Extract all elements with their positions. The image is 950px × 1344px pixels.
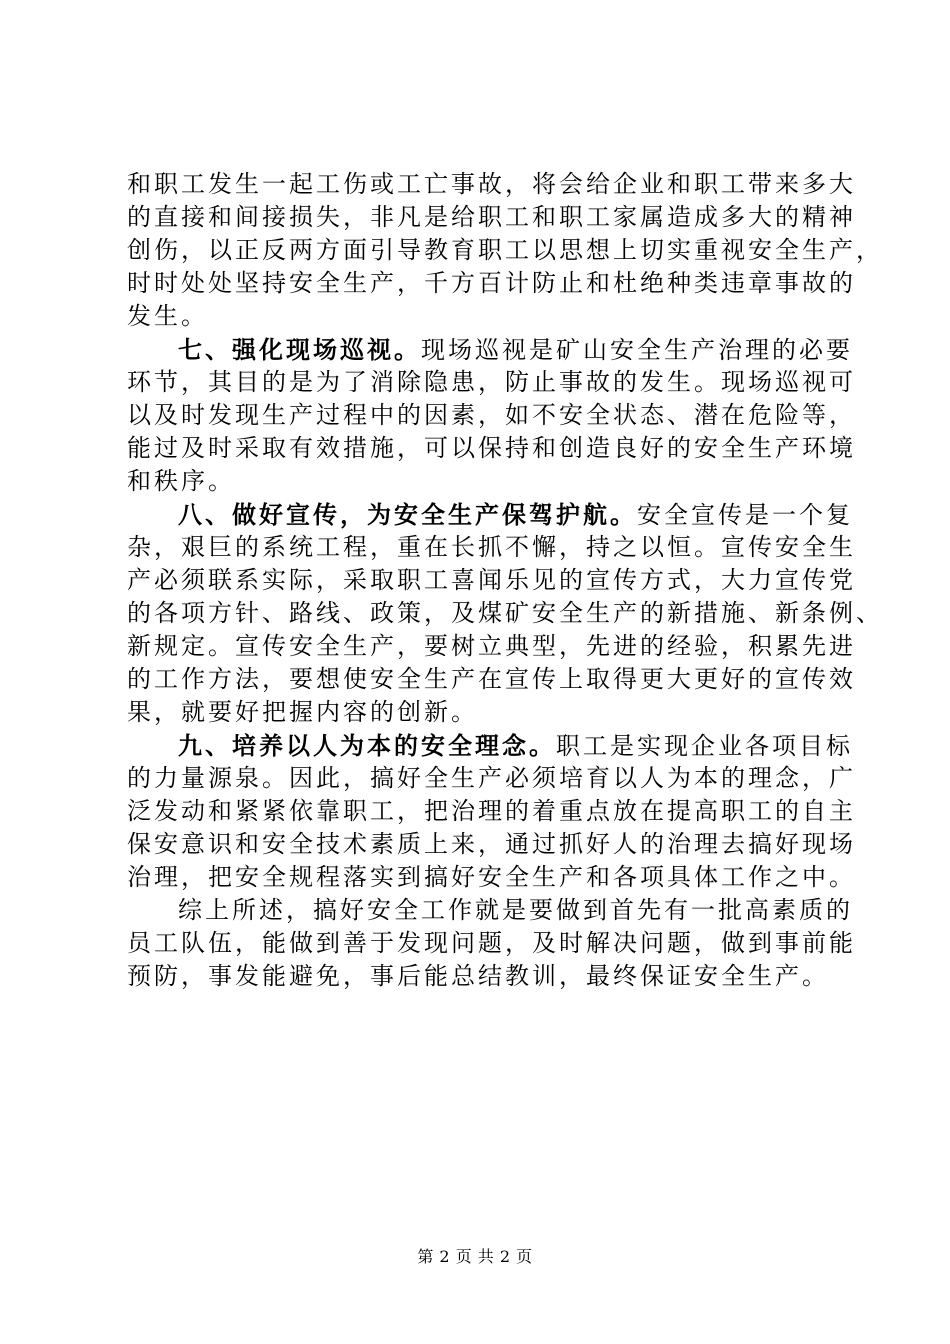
- text-line: 发生。: [127, 302, 208, 330]
- text-line: 杂，艰巨的系统工程，重在长抓不懈，持之以恒。宣传安全生: [127, 533, 856, 561]
- section-nine-paragraph: [127, 729, 856, 894]
- text-line: 时时处处坚持安全生产，千方百计防止和杜绝种类违章事故的: [127, 269, 856, 297]
- text-line: 治理，把安全规程落实到搞好安全生产和各项具体工作之中。: [127, 863, 856, 891]
- text-line: 员工队伍，能做到善于发现问题，及时解决问题，做到事前能: [127, 929, 856, 957]
- text-line: 综上所述，搞好安全工作就是要做到首先有一批高素质的: [178, 896, 853, 924]
- text-line: [127, 729, 853, 762]
- text-line: 果，就要好把握内容的创新。: [127, 698, 478, 726]
- section-heading: 八、做好宣传，为安全生产保驾护航。: [178, 500, 637, 529]
- text-line: 产必须联系实际，采取职工喜闻乐见的宣传方式，大力宣传党: [127, 566, 856, 594]
- conclusion-paragraph: [127, 894, 856, 993]
- section-heading: 七、强化现场巡视。: [178, 335, 421, 364]
- section-heading: 九、培养以人为本的安全理念。: [178, 731, 556, 760]
- text-line: 和秩序。: [127, 467, 235, 495]
- paragraph-continuation: [127, 168, 883, 333]
- text-line: 保安意识和安全技术素质上来，通过抓好人的治理去搞好现场: [127, 830, 856, 858]
- text-line: 的力量源泉。因此，搞好全生产必须培育以人为本的理念，广: [127, 764, 856, 792]
- document-body: [127, 168, 883, 993]
- text-line: 预防，事发能避免，事后能总结教训，最终保证安全生产。: [127, 962, 829, 990]
- text-line: 新规定。宣传安全生产，要树立典型，先进的经验，积累先进: [127, 632, 856, 660]
- section-text: 安全宣传是一个复: [637, 501, 853, 529]
- section-seven-paragraph: [127, 333, 856, 498]
- text-line: 的各项方针、路线、政策，及煤矿安全生产的新措施、新条例、: [127, 599, 883, 627]
- text-line: 以及时发现生产过程中的因素，如不安全状态、潜在危险等，: [127, 401, 856, 429]
- text-line: 能过及时采取有效措施，可以保持和创造良好的安全生产环境: [127, 434, 856, 462]
- text-line: 创伤，以正反两方面引导教育职工以思想上切实重视安全生产，: [127, 236, 883, 264]
- text-line: 的工作方法，要想使安全生产在宣传上取得更大更好的宣传效: [127, 665, 856, 693]
- text-line: 的直接和间接损失，非凡是给职工和职工家属造成多大的精神: [127, 203, 856, 231]
- text-line: 泛发动和紧紧依靠职工，把治理的着重点放在提高职工的自主: [127, 797, 856, 825]
- text-line: 和职工发生一起工伤或工亡事故，将会给企业和职工带来多大: [127, 170, 856, 198]
- text-line: 环节，其目的是为了消除隐患，防止事故的发生。现场巡视可: [127, 368, 856, 396]
- section-text: 职工是实现企业各项目标: [556, 732, 853, 760]
- section-eight-paragraph: [127, 498, 883, 729]
- text-line: [127, 333, 853, 366]
- page-number-footer: 第 2 页 共 2 页: [417, 1247, 533, 1266]
- section-text: 现场巡视是矿山安全生产治理的必要: [421, 336, 853, 364]
- text-line: [127, 498, 853, 531]
